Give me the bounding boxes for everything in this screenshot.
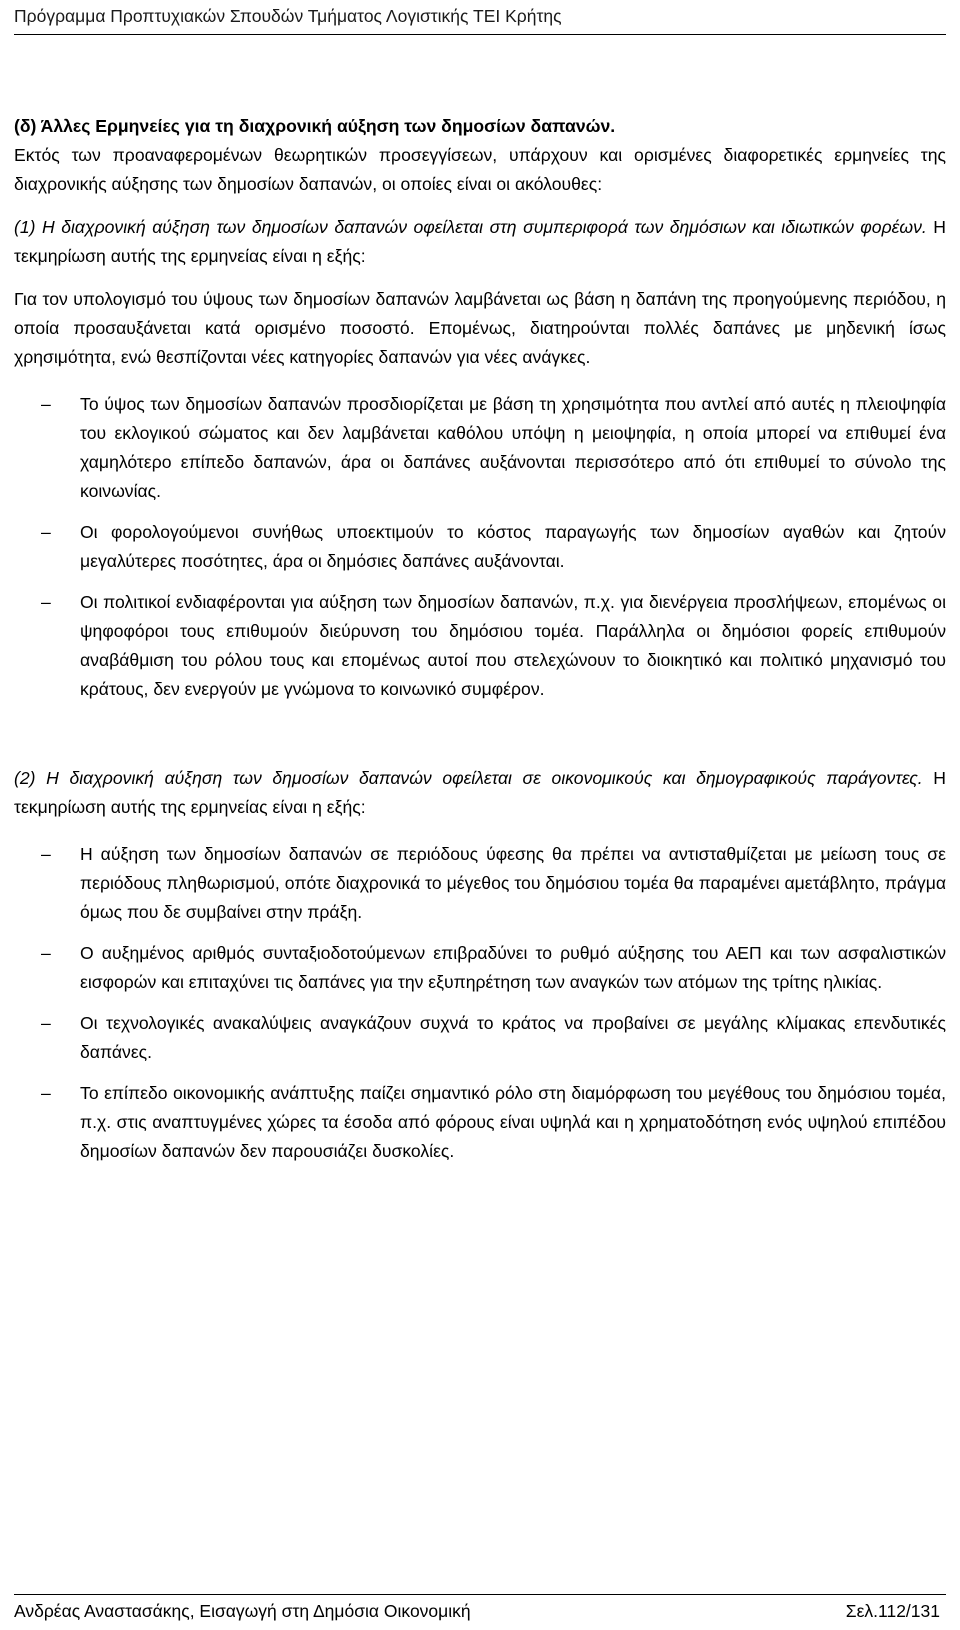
interpretation-1-title: (1) Η διαχρονική αύξηση των δημοσίων δαπανών οφείλεται στη συμπεριφορά των δημόσιων και ιδιωτικών φορέων. [14,217,927,237]
footer-author-title: Ανδρέας Αναστασάκης, Εισαγωγή στη Δημόσια Οικονομική [14,1601,471,1621]
list-item [14,518,946,576]
footer-divider [14,1594,946,1595]
interpretation-1-justification: Η τεκμηρίωση αυτής της ερμηνείας είναι η εξής: [14,217,947,266]
interpretation-1-body: Για τον υπολογισμό του ύψους των δημοσίων δαπανών λαμβάνεται ως βάση η δαπάνη της προηγούμενης περιόδου, η οποία προσαυξάνεται κατά ορισμένο ποσοστό. Επομένως, διατηρούνται πολλές δαπάνες με μηδενική ίσως χρησιμότητα, ενώ θεσπίζονται νέες κατηγορίες δαπανών για νέες ανάγκες. [14,289,946,367]
list-item [14,1079,946,1166]
list-item [14,390,946,506]
dash-marker: – [41,592,51,612]
list-item-text: Οι πολιτικοί ενδιαφέρονται για αύξηση των δημοσίων δαπανών, π.χ. για διενέργεια προσλήψεων, επομένως οι ψηφοφόροι τους επιθυμούν διεύρυνση του δημόσιου τομέα. Παράλληλα οι δημόσιοι φορείς επιθυμούν αναβάθμιση του ρόλου τους και επομένως αυτοί που στελεχώνουν το διοικητικό και πολιτικό μηχανισμό του κράτους, δεν ενεργούν με γνώμονα το κοινωνικό συμφέρον. [80,592,946,699]
interpretation-1-list [14,390,946,704]
interpretation-2-list [14,840,946,1166]
list-item-text: Η αύξηση των δημοσίων δαπανών σε περιόδους ύφεσης θα πρέπει να αντισταθμίζεται με μείωση τους σε περιόδους πληθωρισμού, οπότε διαχρονικά το μέγεθος του δημόσιου τομέα θα παραμένει αμετάβλητο, πράγμα όμως που δε συμβαίνει στην πράξη. [80,844,946,922]
list-item [14,939,946,997]
section-heading: (δ) Άλλες Ερμηνείες για τη διαχρονική αύξηση των δημοσίων δαπανών. [14,116,616,136]
dash-marker: – [41,1083,51,1103]
dash-marker: – [41,1013,51,1033]
interpretation-1-paragraph [14,213,946,271]
list-item [14,588,946,704]
dash-marker: – [41,943,51,963]
interpretation-2-justification: Η τεκμηρίωση αυτής της ερμηνείας είναι η εξής: [14,768,947,817]
running-header: Πρόγραμμα Προπτυχιακών Σπουδών Τμήματος Λογιστικής ΤΕΙ Κρήτης [14,6,562,26]
dash-marker: – [41,844,51,864]
page-number: Σελ.112/131 [845,1601,940,1621]
main-content [14,112,946,1178]
list-item [14,840,946,927]
list-item-text: Οι τεχνολογικές ανακαλύψεις αναγκάζουν συχνά το κράτος να προβαίνει σε μεγάλης κλίμακας επενδυτικές δαπάνες. [80,1013,946,1062]
spacer [14,199,946,213]
spacer [14,372,946,390]
section-intro: Εκτός των προαναφερομένων θεωρητικών προσεγγίσεων, υπάρχουν και ορισμένες διαφορετικές ερμηνείες της διαχρονικής αύξησης των δημοσίων δαπανών, οι οποίες είναι οι ακόλουθες: [14,145,946,194]
list-item-text: Οι φορολογούμενοι συνήθως υποεκτιμούν το κόστος παραγωγής των δημοσίων αγαθών και ζητούν μεγαλύτερες ποσότητες, άρα οι δημόσιες δαπάνες αυξάνονται. [80,522,946,571]
dash-marker: – [41,394,51,414]
spacer [14,822,946,840]
list-item [14,1009,946,1067]
header-divider [14,34,946,35]
interpretation-2-title: (2) Η διαχρονική αύξηση των δημοσίων δαπανών οφείλεται σε οικονομικούς και δημογραφικούς παράγοντες. [14,768,923,788]
list-item-text: Το ύψος των δημοσίων δαπανών προσδιορίζεται με βάση τη χρησιμότητα που αντλεί από αυτές η πλειοψηφία του εκλογικού σώματος και δεν λαμβάνεται καθόλου υπόψη η μειοψηφία, η οποία μπορεί να επιθυμεί ένα χαμηλότερο επίπεδο δαπανών, άρα οι δαπάνες αυξάνονται περισσότερο από ότι επιθυμεί το σύνολο της κοινωνίας. [80,394,946,501]
spacer [14,716,946,764]
interpretation-2-paragraph [14,764,946,822]
dash-marker: – [41,522,51,542]
list-item-text: Το επίπεδο οικονομικής ανάπτυξης παίζει σημαντικό ρόλο στη διαμόρφωση του μεγέθους του δημόσιου τομέα, π.χ. στις αναπτυγμένες χώρες τα έσοδα από φόρους είναι υψηλά και η χρηματοδότηση ενός υψηλού επιπέδου δημοσίων δαπανών δεν παρουσιάζει δυσκολίες. [80,1083,946,1161]
spacer [14,271,946,285]
list-item-text: Ο αυξημένος αριθμός συνταξιοδοτούμενων επιβραδύνει το ρυθμό αύξησης του ΑΕΠ και των ασφαλιστικών εισφορών και επιταχύνει τις δαπάνες για την εξυπηρέτηση των αναγκών των ατόμων της τρίτης ηλικίας. [80,943,946,992]
